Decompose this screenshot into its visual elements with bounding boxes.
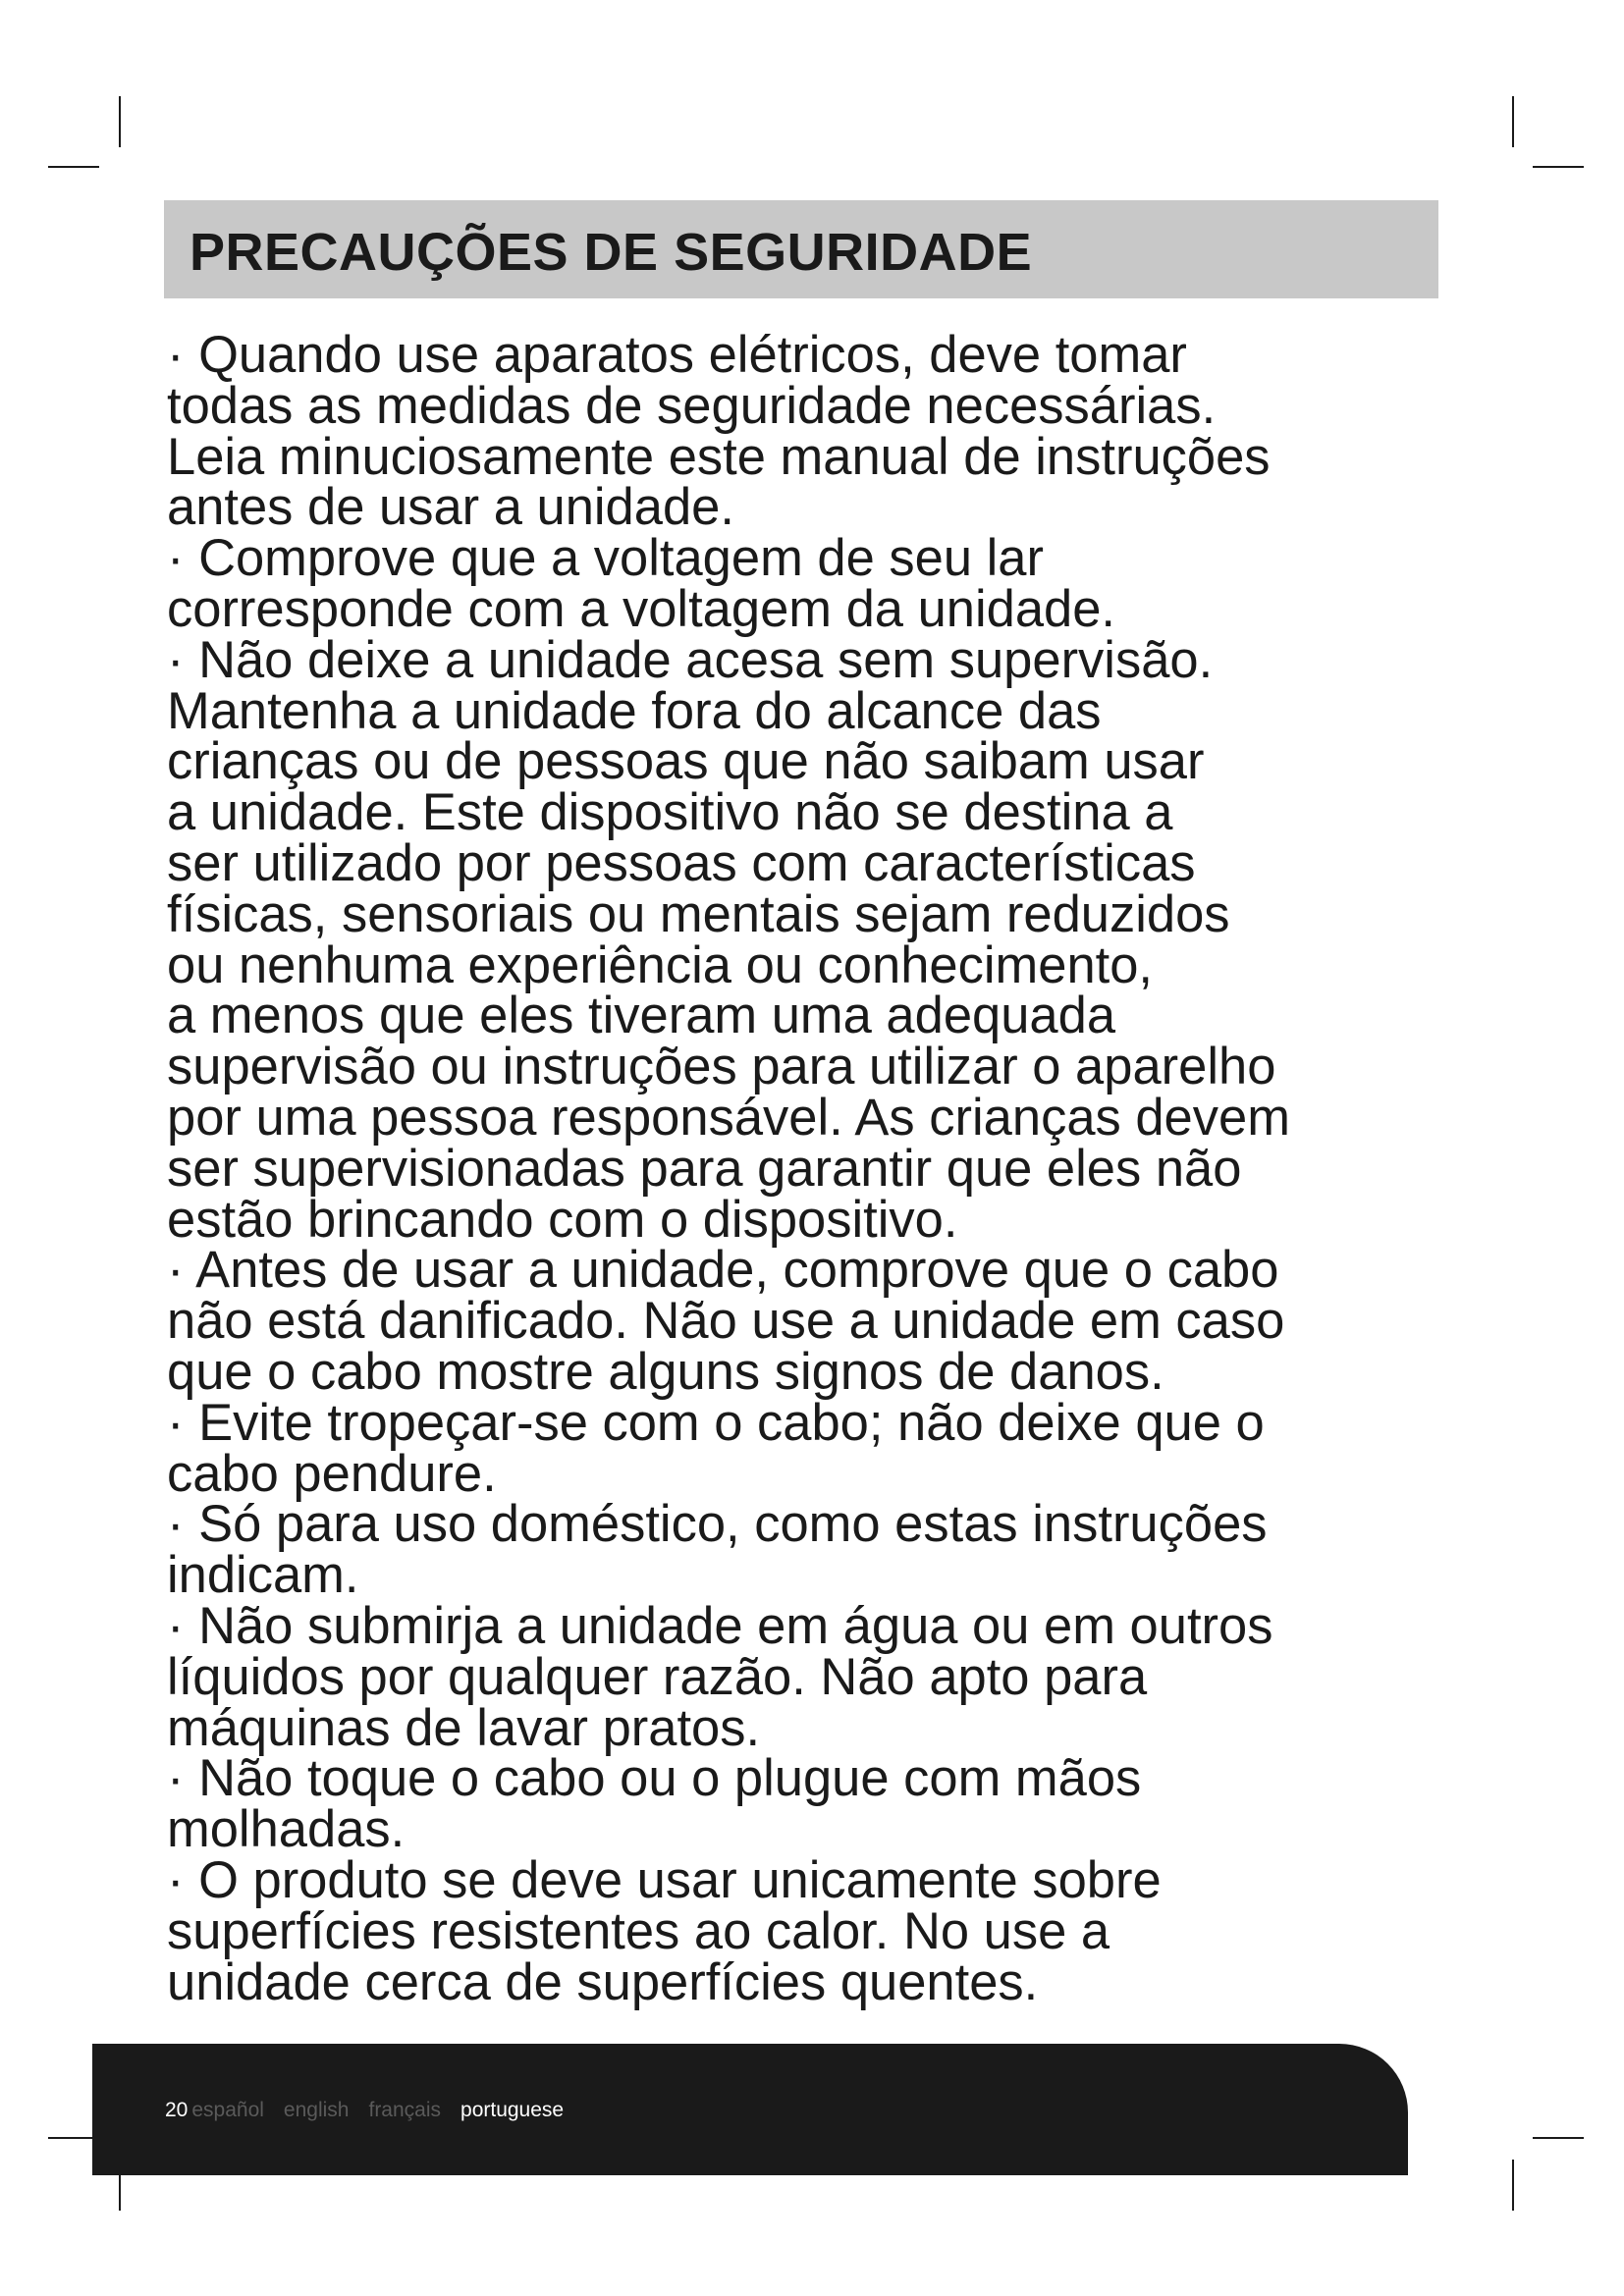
- crop-mark-top-left-horizontal: [48, 166, 99, 168]
- precaution-item: · Evite tropeçar-se com o cabo; não deixe que o cabo pendure.: [167, 1393, 1265, 1503]
- crop-mark-bottom-right-vertical: [1512, 2160, 1514, 2211]
- language-nav: [165, 2099, 583, 2122]
- precaution-item: · Quando use aparatos elétricos, deve tomar todas as medidas de seguridade necessárias. Leia minuciosamente este manual de instruções antes de usar a unidade.: [167, 326, 1271, 537]
- crop-mark-top-left-vertical: [119, 96, 121, 147]
- precaution-item: · Não submirja a unidade em água ou em outros líquidos por qualquer razão. Não apto para máquinas de lavar pratos.: [167, 1596, 1273, 1757]
- crop-mark-top-right-horizontal: [1533, 166, 1584, 168]
- page-footer: [92, 2044, 1408, 2175]
- section-heading: PRECAUÇÕES DE SEGURIDADE: [189, 223, 1033, 282]
- precaution-item: · Não deixe a unidade acesa sem supervisão. Mantenha a unidade fora do alcance das crianças ou de pessoas que não saibam usar a unidade. Este dispositivo não se destina a ser utilizado por pessoas com características físicas, sensoriais ou mentais sejam reduzidos ou nenhuma experiência ou conhecimento, a menos que eles tiveram uma adequada supervisão ou instruções para utilizar o aparelho por uma pessoa responsável. As crianças devem ser supervisionadas para garantir que eles não estão brincando com o dispositivo.: [167, 630, 1290, 1249]
- language-link-spanish[interactable]: español: [191, 2099, 264, 2121]
- safety-precautions-list: [167, 326, 1463, 2011]
- precaution-item: · O produto se deve usar unicamente sobre superfícies resistentes ao calor. No use a unidade cerca de superfícies quentes.: [167, 1850, 1162, 2011]
- page-number: 20: [165, 2099, 189, 2121]
- crop-mark-bottom-right-horizontal: [1533, 2137, 1584, 2139]
- precaution-item: · Não toque o cabo ou o plugue com mãos molhadas.: [167, 1749, 1142, 1859]
- crop-mark-top-right-vertical: [1512, 96, 1514, 147]
- precaution-item: · Antes de usar a unidade, comprove que o cabo não está danificado. Não use a unidade em caso que o cabo mostre alguns signos de danos.: [167, 1241, 1285, 1401]
- precaution-item: · Só para uso doméstico, como estas instruções indicam.: [167, 1495, 1268, 1605]
- section-heading-bar: [164, 200, 1438, 298]
- precaution-item: · Comprove que a voltagem de seu lar corresponde com a voltagem da unidade.: [167, 529, 1116, 638]
- language-link-english[interactable]: english: [283, 2099, 350, 2121]
- language-link-french[interactable]: français: [368, 2099, 442, 2121]
- language-link-portuguese-active[interactable]: portuguese: [460, 2099, 565, 2121]
